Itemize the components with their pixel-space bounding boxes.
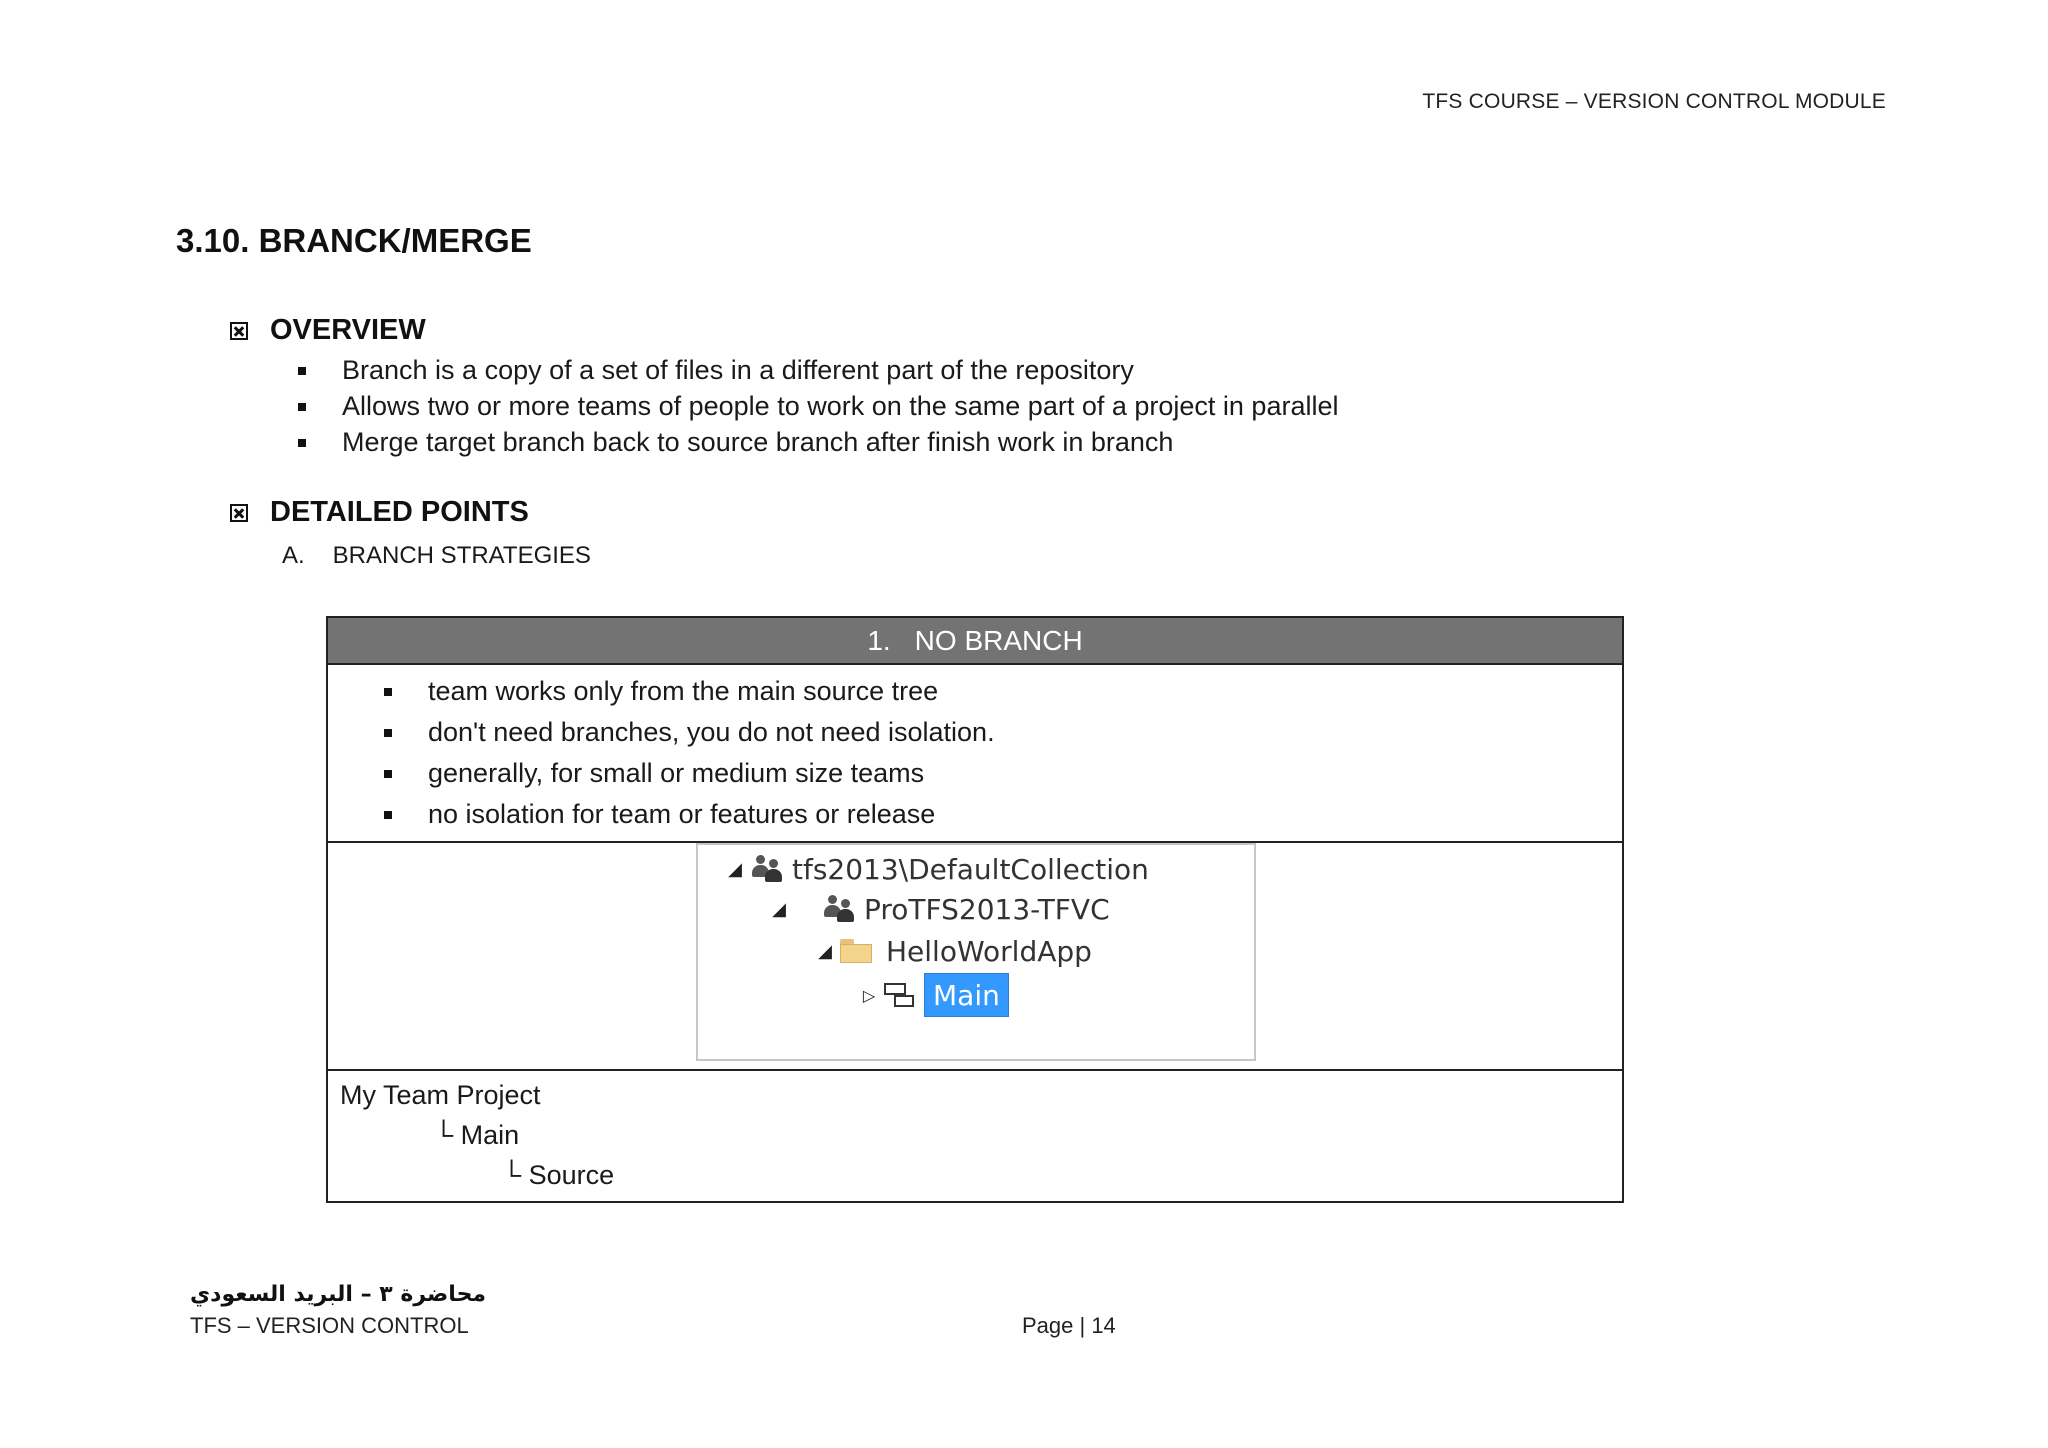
list-item: no isolation for team or features or release xyxy=(384,794,1622,835)
checkbox-x-icon xyxy=(230,322,248,340)
list-item: Merge target branch back to source branch after finish work in branch xyxy=(298,424,1338,460)
team-collection-icon xyxy=(750,854,784,884)
branch-icon xyxy=(884,982,916,1008)
structure-main: └ Main xyxy=(434,1120,520,1150)
checkbox-x-icon xyxy=(230,504,248,522)
detailed-points-heading-label: DETAILED POINTS xyxy=(270,496,529,528)
list-item: generally, for small or medium size teams xyxy=(384,753,1622,794)
list-item: don't need branches, you do not need isolation. xyxy=(384,712,1622,753)
tree-node-label: HelloWorldApp xyxy=(886,934,1092,968)
list-item: Allows two or more teams of people to work on the same part of a project in parallel xyxy=(298,388,1338,424)
table-header xyxy=(328,618,1622,665)
footer-course-name: TFS – VERSION CONTROL xyxy=(190,1313,469,1338)
tree-node-label: tfs2013\DefaultCollection xyxy=(792,852,1149,886)
expanded-arrow-icon[interactable]: ◢ xyxy=(728,858,742,880)
expanded-arrow-icon[interactable]: ◢ xyxy=(818,940,832,962)
collapsed-arrow-icon[interactable]: ▷ xyxy=(862,985,876,1005)
detailed-points-heading xyxy=(230,496,529,529)
source-control-screenshot-cell xyxy=(328,843,1622,1071)
footer-page-number: Page | 14 xyxy=(1022,1313,1116,1338)
section-title: 3.10. BRANCK/MERGE xyxy=(176,222,532,259)
branch-strategies-item xyxy=(282,542,591,570)
item-label: BRANCH STRATEGIES xyxy=(332,542,591,569)
list-item: team works only from the main source tree xyxy=(384,671,1622,712)
item-letter: A. xyxy=(282,542,305,569)
overview-bullet-list xyxy=(298,352,1338,460)
table-header-number: 1. xyxy=(867,624,891,656)
table-header-title: NO BRANCH xyxy=(914,624,1083,656)
expanded-arrow-icon[interactable]: ◢ xyxy=(772,898,786,920)
selected-branch-label[interactable]: Main xyxy=(924,973,1009,1017)
tree-node-folder[interactable] xyxy=(810,931,1092,971)
source-control-tree xyxy=(696,843,1256,1061)
tree-node-branch[interactable] xyxy=(854,975,1009,1015)
project-structure-cell xyxy=(328,1071,1622,1201)
team-project-icon xyxy=(822,894,856,924)
list-item: Branch is a copy of a set of files in a different part of the repository xyxy=(298,352,1338,388)
structure-source: └ Source xyxy=(502,1160,615,1190)
overview-heading-label: OVERVIEW xyxy=(270,314,426,346)
tree-node-project[interactable] xyxy=(764,889,1110,929)
strategy-bullet-list xyxy=(328,665,1622,843)
overview-heading xyxy=(230,314,426,347)
tree-node-label: ProTFS2013-TFVC xyxy=(864,892,1110,926)
no-branch-table xyxy=(326,616,1624,1203)
running-header: TFS COURSE – VERSION CONTROL MODULE xyxy=(1422,90,1886,113)
structure-root: My Team Project xyxy=(340,1080,541,1110)
tree-node-collection[interactable] xyxy=(720,849,1149,889)
folder-icon xyxy=(840,939,872,963)
footer-arabic-line: محاضرة ٣ – البريد السعودي xyxy=(190,1282,487,1307)
